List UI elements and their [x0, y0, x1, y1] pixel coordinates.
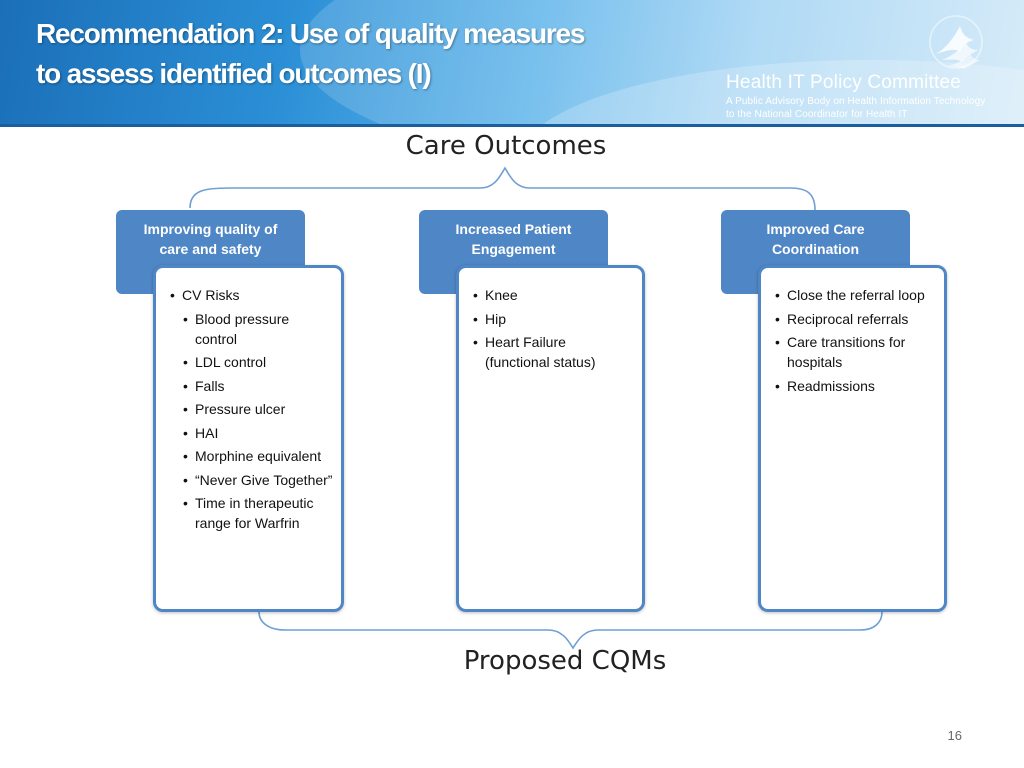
committee-name: Health IT Policy Committee — [726, 72, 962, 93]
outcome-header-line: Coordination — [771, 241, 860, 257]
measure-item: • “Never Give Together” — [183, 470, 335, 490]
measure-list-quality-safety — [153, 265, 344, 612]
top-curly-brace — [190, 168, 815, 210]
outcome-header-line: care and safety — [159, 241, 262, 257]
measure-item: • Close the referral loop — [775, 285, 938, 305]
slide-title-line2: to assess identified outcomes (I) — [36, 58, 431, 89]
measure-item: • Readmissions — [775, 376, 938, 396]
outcome-header-line: Improving quality of — [143, 221, 278, 237]
measure-item: • Time in therapeutic range for Warfrin — [183, 493, 335, 533]
measure-list-patient-engagement — [456, 265, 645, 612]
proposed-cqms-label: Proposed CQMs — [463, 646, 667, 676]
measure-item: • HAI — [183, 423, 335, 443]
measure-item: • CV Risks — [170, 285, 335, 305]
measure-item: • Heart Failure (functional status) — [473, 332, 634, 372]
measure-item: • Hip — [473, 309, 634, 329]
committee-subtitle: A Public Advisory Body on Health Information Technology — [726, 96, 986, 107]
committee-subtitle: to the National Coordinator for Health IT — [726, 109, 908, 120]
bottom-curly-brace — [259, 612, 882, 648]
measure-list-care-coordination — [758, 265, 947, 612]
measure-item: • Falls — [183, 376, 335, 396]
measure-item: • Morphine equivalent — [183, 446, 335, 466]
outcome-header-line: Engagement — [471, 241, 556, 257]
slide-page-number: 16 — [947, 728, 962, 743]
slide-title-line1: Recommendation 2: Use of quality measures — [36, 18, 585, 49]
measure-item: • Reciprocal referrals — [775, 309, 938, 329]
measure-item: • LDL control — [183, 352, 335, 372]
outcome-header-line: Increased Patient — [455, 221, 572, 237]
measure-item: • Pressure ulcer — [183, 399, 335, 419]
measure-item: • Blood pressure control — [183, 309, 335, 349]
outcome-header-line: Improved Care — [766, 221, 865, 237]
measure-item: • Knee — [473, 285, 634, 305]
measure-item: • Care transitions for hospitals — [775, 332, 938, 372]
care-outcomes-label: Care Outcomes — [405, 131, 607, 161]
